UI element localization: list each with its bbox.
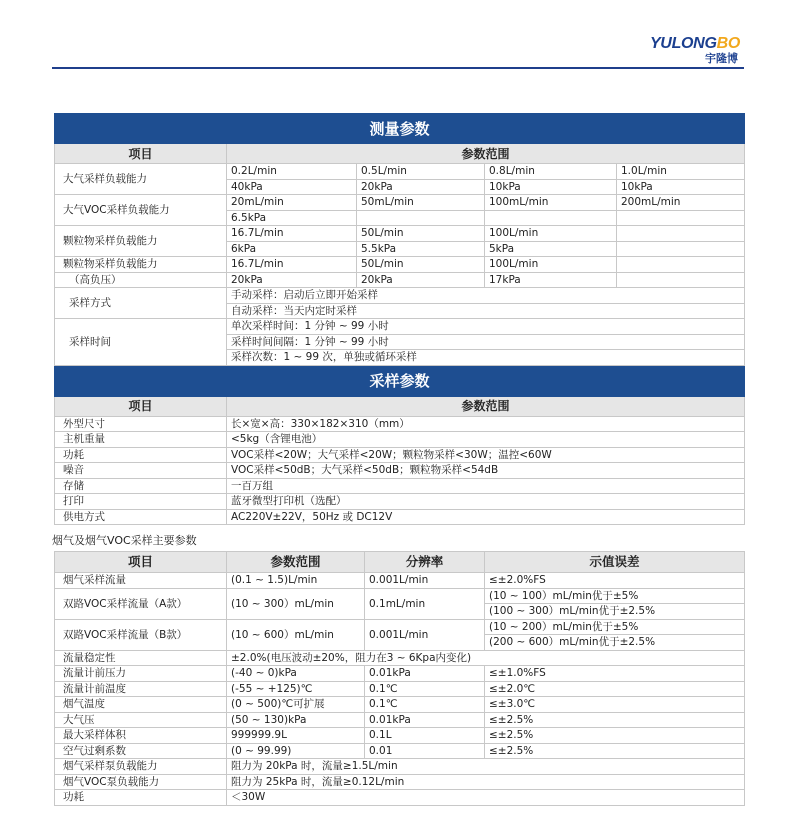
cell: <5kg（含锂电池） <box>227 432 745 448</box>
cell: 采样次数：1 ~ 99 次，单独或循环采样 <box>227 350 745 366</box>
cell: 0.1mL/min <box>365 588 485 619</box>
row-label: 大气采样负载能力 <box>55 164 227 195</box>
cell: 50L/min <box>357 257 485 273</box>
logo-en-main: YULONG <box>649 35 717 52</box>
cell: ≤±1.0%FS <box>485 666 745 682</box>
cell: (10 ~ 300）mL/min <box>227 588 365 619</box>
row-label: 流量计前温度 <box>55 681 227 697</box>
measure-head-range: 参数范围 <box>227 144 745 164</box>
cell <box>617 226 745 242</box>
cell: 0.01 <box>365 743 485 759</box>
table-row <box>55 790 745 806</box>
spec-page <box>54 113 744 806</box>
table-row <box>55 573 745 589</box>
cell: 单次采样时间：1 分钟 ~ 99 小时 <box>227 319 745 335</box>
cell: 20kPa <box>357 179 485 195</box>
row-label: 大气压 <box>55 712 227 728</box>
row-label: 噪音 <box>55 463 227 479</box>
measure-table <box>54 113 745 366</box>
table-row <box>55 226 745 242</box>
sample-head-item: 项目 <box>55 396 227 416</box>
row-label: 功耗 <box>55 447 227 463</box>
sample-title: 采样参数 <box>55 366 745 396</box>
cell <box>617 272 745 288</box>
cell: 6.5kPa <box>227 210 357 226</box>
cell: (50 ~ 130)kPa <box>227 712 365 728</box>
cell: 10kPa <box>617 179 745 195</box>
cell: ≤±2.5% <box>485 728 745 744</box>
cell: (0.1 ~ 1.5)L/min <box>227 573 365 589</box>
cell: 阻力为 25kPa 时，流量≥0.12L/min <box>227 774 745 790</box>
table-row <box>55 712 745 728</box>
table-row <box>55 650 745 666</box>
cell: 0.5L/min <box>357 164 485 180</box>
cell <box>357 210 485 226</box>
cell: ±2.0%(电压波动±20%，阻力在3 ~ 6Kpa内变化) <box>227 650 745 666</box>
row-label: 采样时间 <box>55 319 227 366</box>
cell: 0.001L/min <box>365 619 485 650</box>
cell: 1.0L/min <box>617 164 745 180</box>
table-row <box>55 272 745 288</box>
cell: 20kPa <box>357 272 485 288</box>
table-row <box>55 257 745 273</box>
cell: 采样时间间隔：1 分钟 ~ 99 小时 <box>227 334 745 350</box>
cell: 蓝牙微型打印机（选配） <box>227 494 745 510</box>
cell: 200mL/min <box>617 195 745 211</box>
row-label: 存储 <box>55 478 227 494</box>
row-label: 烟气采样流量 <box>55 573 227 589</box>
row-label: 供电方式 <box>55 509 227 525</box>
measure-title: 测量参数 <box>55 114 745 144</box>
cell: (10 ~ 100）mL/min优于±5% <box>485 588 745 604</box>
flue-head-resolution: 分辨率 <box>365 552 485 573</box>
cell: 17kPa <box>485 272 617 288</box>
row-label: 流量稳定性 <box>55 650 227 666</box>
row-label: 大气VOC采样负载能力 <box>55 195 227 226</box>
measure-head-item: 项目 <box>55 144 227 164</box>
cell: 50mL/min <box>357 195 485 211</box>
sample-head-range: 参数范围 <box>227 396 745 416</box>
row-label: 空气过剩系数 <box>55 743 227 759</box>
cell: 6kPa <box>227 241 357 257</box>
cell: 一百万组 <box>227 478 745 494</box>
row-label: 外型尺寸 <box>55 416 227 432</box>
cell <box>617 241 745 257</box>
cell: 0.01kPa <box>365 666 485 682</box>
cell: ≤±2.0℃ <box>485 681 745 697</box>
row-label: 双路VOC采样流量（A款） <box>55 588 227 619</box>
cell: 0.001L/min <box>365 573 485 589</box>
cell: 0.1℃ <box>365 697 485 713</box>
cell: VOC采样<20W；大气采样<20W；颗粒物采样<30W；温控<60W <box>227 447 745 463</box>
cell: 手动采样：启动后立即开始采样 <box>227 288 745 304</box>
row-label-sub: （高负压） <box>55 272 227 288</box>
table-row <box>55 432 745 448</box>
cell: 0.01kPa <box>365 712 485 728</box>
cell <box>617 257 745 273</box>
cell: 0.1℃ <box>365 681 485 697</box>
logo-cn: 宇隆博 <box>705 52 738 65</box>
cell: 5.5kPa <box>357 241 485 257</box>
cell: 0.2L/min <box>227 164 357 180</box>
cell: (100 ~ 300）mL/min优于±2.5% <box>485 604 745 620</box>
cell: (-40 ~ 0)kPa <box>227 666 365 682</box>
flue-head-error: 示值误差 <box>485 552 745 573</box>
cell: ≤±2.5% <box>485 712 745 728</box>
header-rule <box>52 67 744 69</box>
table-row <box>55 728 745 744</box>
table-row <box>55 478 745 494</box>
table-row <box>55 494 745 510</box>
cell: 999999.9L <box>227 728 365 744</box>
sample-table <box>54 366 745 526</box>
cell: 50L/min <box>357 226 485 242</box>
cell: 自动采样：当天内定时采样 <box>227 303 745 319</box>
flue-head-item: 项目 <box>55 552 227 573</box>
row-label: 采样方式 <box>55 288 227 319</box>
cell: 长×宽×高：330×182×310（mm） <box>227 416 745 432</box>
row-label: 主机重量 <box>55 432 227 448</box>
cell: (10 ~ 200）mL/min优于±5% <box>485 619 745 635</box>
cell: 10kPa <box>485 179 617 195</box>
flue-section-title: 烟气及烟气VOC采样主要参数 <box>52 534 197 547</box>
row-label: 颗粒物采样负载能力 <box>55 257 227 273</box>
table-row <box>55 588 745 604</box>
cell: ≤±2.0%FS <box>485 573 745 589</box>
row-label: 烟气采样泵负载能力 <box>55 759 227 775</box>
table-row <box>55 195 745 211</box>
cell: 16.7L/min <box>227 257 357 273</box>
cell: (0 ~ 500)℃可扩展 <box>227 697 365 713</box>
table-row <box>55 288 745 304</box>
cell: ≤±3.0℃ <box>485 697 745 713</box>
cell <box>485 210 617 226</box>
cell: 0.1L <box>365 728 485 744</box>
row-label: 功耗 <box>55 790 227 806</box>
table-row <box>55 319 745 335</box>
flue-table <box>54 551 745 806</box>
table-row <box>55 774 745 790</box>
table-row <box>55 666 745 682</box>
row-label: 最大采样体积 <box>55 728 227 744</box>
cell: ≤±2.5% <box>485 743 745 759</box>
cell: AC220V±22V，50Hz 或 DC12V <box>227 509 745 525</box>
table-row <box>55 619 745 635</box>
cell: 100L/min <box>485 226 617 242</box>
cell: 16.7L/min <box>227 226 357 242</box>
cell: ＜30W <box>227 790 745 806</box>
brand-logo <box>650 36 740 65</box>
table-row <box>55 164 745 180</box>
row-label: 烟气VOC泵负载能力 <box>55 774 227 790</box>
table-row <box>55 509 745 525</box>
table-row <box>55 463 745 479</box>
logo-en-accent: BO <box>716 35 740 52</box>
cell: (0 ~ 99.99) <box>227 743 365 759</box>
cell: VOC采样<50dB；大气采样<50dB；颗粒物采样<54dB <box>227 463 745 479</box>
table-row <box>55 743 745 759</box>
table-row <box>55 759 745 775</box>
cell <box>617 210 745 226</box>
table-row <box>55 416 745 432</box>
row-label: 颗粒物采样负载能力 <box>55 226 227 257</box>
cell: 40kPa <box>227 179 357 195</box>
row-label: 烟气温度 <box>55 697 227 713</box>
row-label: 流量计前压力 <box>55 666 227 682</box>
cell: 100mL/min <box>485 195 617 211</box>
cell: 20kPa <box>227 272 357 288</box>
cell: 20mL/min <box>227 195 357 211</box>
cell: 100L/min <box>485 257 617 273</box>
row-label: 打印 <box>55 494 227 510</box>
cell: 0.8L/min <box>485 164 617 180</box>
cell: (10 ~ 600）mL/min <box>227 619 365 650</box>
table-row <box>55 697 745 713</box>
cell: 阻力为 20kPa 时，流量≥1.5L/min <box>227 759 745 775</box>
table-row <box>55 447 745 463</box>
cell: (-55 ~ +125)℃ <box>227 681 365 697</box>
cell: (200 ~ 600）mL/min优于±2.5% <box>485 635 745 651</box>
cell: 5kPa <box>485 241 617 257</box>
flue-head-range: 参数范围 <box>227 552 365 573</box>
row-label: 双路VOC采样流量（B款） <box>55 619 227 650</box>
table-row <box>55 681 745 697</box>
